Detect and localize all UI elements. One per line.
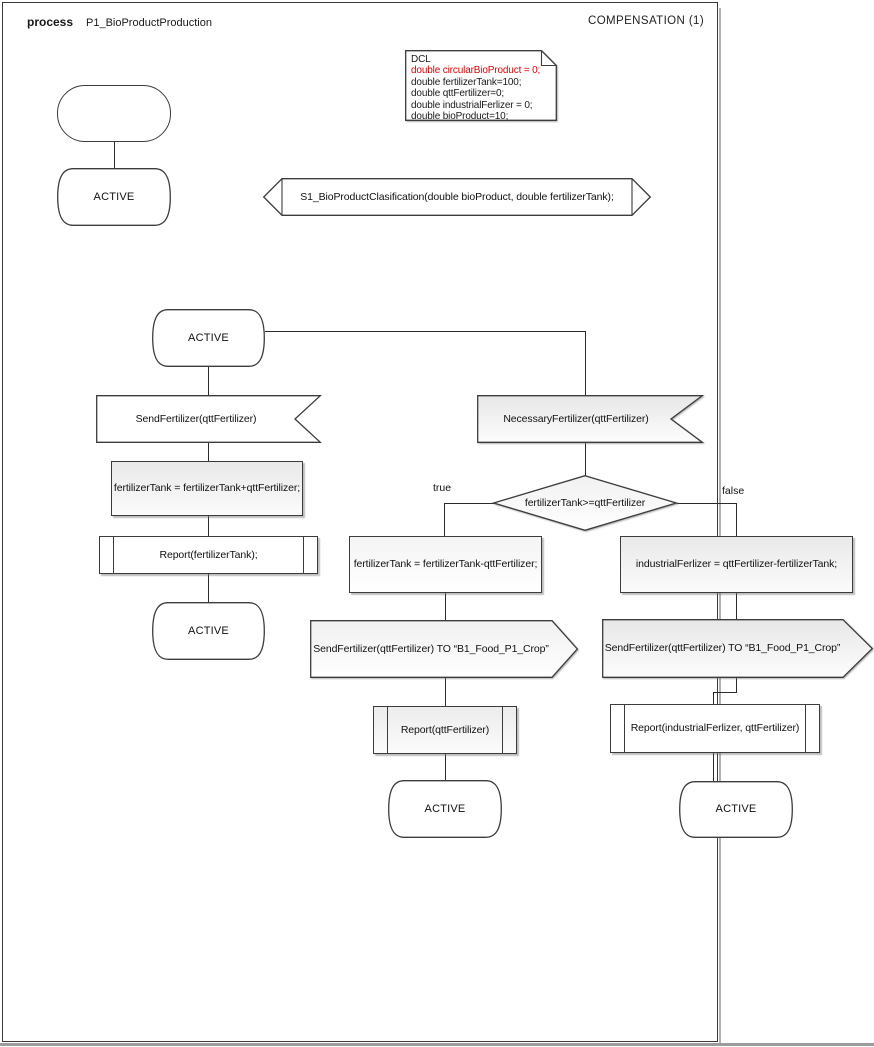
input-necessary-fertilizer[interactable] (477, 395, 703, 443)
state-label: ACTIVE (93, 190, 135, 203)
procedure-label: Report(qttFertilizer) (400, 723, 490, 736)
connector (736, 593, 737, 619)
task-subtract-fertilizer[interactable] (349, 536, 542, 593)
dcl-keyword: DCL (411, 54, 431, 65)
output-send-fertilizer[interactable] (96, 395, 321, 443)
state-label: ACTIVE (188, 331, 229, 344)
connector-true-branch (444, 503, 494, 504)
diagram-kind-label: process (27, 15, 74, 29)
connector (208, 443, 209, 461)
procedure-label: S1_BioProductClasification(double bioProduct, double fertilizerTank); (300, 190, 614, 203)
procedure-report-qtt[interactable] (373, 706, 517, 754)
connector (445, 678, 446, 706)
state-label: ACTIVE (424, 802, 466, 815)
connector (208, 516, 209, 536)
task-add-fertilizer[interactable] (111, 461, 303, 516)
state-active-true-end[interactable] (388, 780, 502, 838)
connector (265, 331, 585, 332)
output-send-to-crop-true[interactable] (310, 620, 578, 678)
state-active-mid[interactable] (152, 309, 265, 367)
dcl-line: double industrialFerlizer = 0; (411, 99, 533, 111)
procedure-report-tank[interactable] (99, 536, 318, 574)
dcl-line-highlighted: double circularBioProduct = 0; (411, 65, 541, 77)
input-label: NecessaryFertilizer(qttFertilizer) (503, 412, 649, 425)
connector (585, 331, 586, 395)
output-label: SendFertilizer(qttFertilizer) TO “B1_Food_P1_Crop” (313, 642, 549, 655)
procedure-report-industrial[interactable] (610, 704, 820, 753)
procedure-label: Report(fertilizerTank); (159, 548, 258, 561)
declarations-text (411, 54, 540, 122)
start-state-shape (57, 85, 171, 142)
dcl-line: double fertilizerTank=100; (411, 76, 522, 88)
task-label: fertilizerTank = fertilizerTank+qttFertilizer; (113, 482, 301, 495)
connector (713, 753, 714, 781)
frame-shadow (719, 8, 721, 1043)
output-label: SendFertilizer(qttFertilizer) (135, 412, 257, 425)
branch-label-false: false (722, 485, 745, 497)
dcl-line: double bioProduct=10; (411, 111, 509, 123)
output-label: SendFertilizer(qttFertilizer) TO “B1_Food_P1_Crop” (604, 642, 841, 655)
start-state[interactable] (57, 85, 171, 142)
state-active-top[interactable] (57, 168, 171, 226)
task-industrial-fertilizer[interactable] (620, 536, 853, 593)
connector (445, 593, 446, 620)
page-bottom-shadow (0, 1043, 874, 1046)
connector (585, 443, 586, 476)
connector (208, 574, 209, 602)
decision-condition: fertilizerTank>=qttFertilizer (524, 496, 646, 509)
output-send-to-crop-false[interactable] (602, 619, 873, 678)
process-name: P1_BioProductProduction (86, 17, 212, 29)
page-label: COMPENSATION (1) (588, 15, 705, 27)
connector (208, 367, 209, 395)
connector-false-branch (736, 503, 737, 536)
state-active-false-end[interactable] (679, 781, 793, 838)
connector (713, 692, 737, 693)
connector-false-branch (677, 503, 737, 504)
connector (445, 754, 446, 780)
state-label: ACTIVE (715, 803, 757, 816)
procedure-s1-bioproduct-clasification[interactable] (263, 178, 651, 216)
branch-label-true: true (433, 482, 452, 494)
state-label: ACTIVE (188, 624, 229, 637)
procedure-label: Report(industrialFerlizer, qttFertilizer) (630, 722, 800, 735)
connector (736, 678, 737, 693)
decision-fertilizer-compare[interactable] (493, 475, 677, 531)
task-label: fertilizerTank = fertilizerTank-qttFertilizer; (353, 558, 538, 571)
task-label: industrialFerlizer = qttFertilizer-fertilizerTank; (635, 558, 838, 571)
connector (713, 692, 714, 704)
dcl-line: double qttFertilizer=0; (411, 88, 504, 100)
connector-true-branch (444, 503, 445, 536)
declarations-note[interactable] (405, 50, 557, 121)
connector (114, 142, 115, 168)
state-active-left-end[interactable] (152, 602, 265, 660)
